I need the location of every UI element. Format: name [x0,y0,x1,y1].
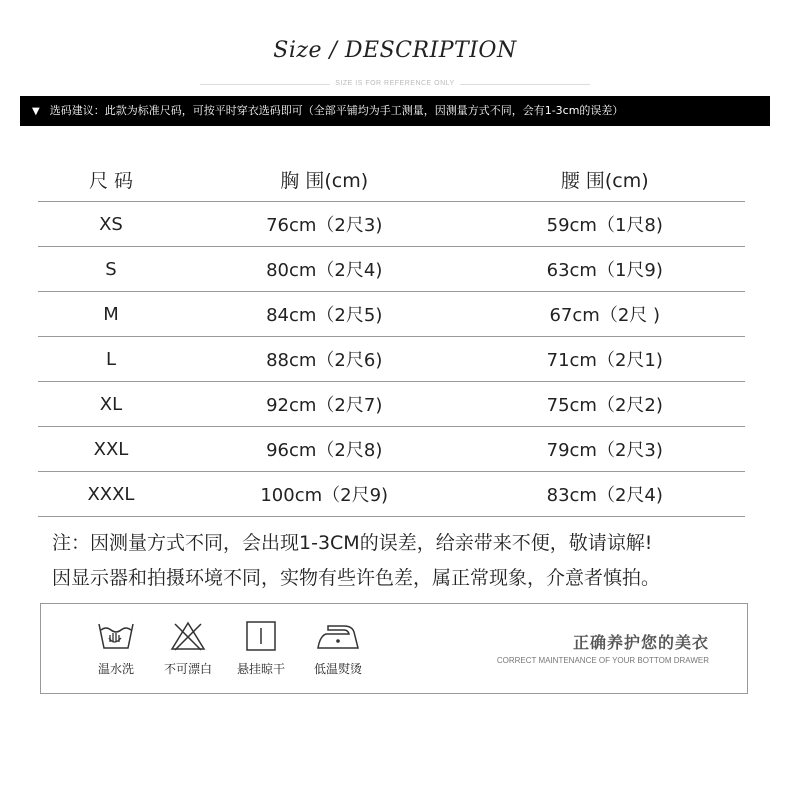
low-iron-icon [314,620,362,652]
divider [460,84,590,85]
chest-cell: 96cm（2尺8) [184,427,465,472]
measurement-note: 注：因测量方式不同，会出现1-3CM的误差，给亲带来不便，敬请谅解! [52,532,653,554]
care-label: 不可漂白 [163,662,212,676]
size-cell: XXL [38,427,184,472]
size-column-header: 尺 码 [38,157,184,202]
size-cell: M [38,292,184,337]
color-difference-note: 因显示器和拍摄环境不同，实物有些许色差，属正常现象，介意者慎拍。 [52,567,661,589]
care-item-no-bleach [148,620,228,677]
waist-cell: 67cm（2尺 ) [465,292,745,337]
hang-dry-icon [240,620,282,652]
chest-column-header: 胸 围(cm) [184,157,465,202]
chest-cell: 92cm（2尺7) [184,382,465,427]
size-cell: XL [38,382,184,427]
waist-cell: 63cm（1尺9) [465,247,745,292]
size-cell: L [38,337,184,382]
page-subtitle: SIZE IS FOR REFERENCE ONLY [335,80,455,87]
size-advice-banner [20,96,770,126]
no-bleach-icon [167,620,209,652]
table-row [38,292,745,337]
table-row [38,202,745,247]
table-row [38,382,745,427]
size-cell: XXXL [38,472,184,517]
chest-cell: 76cm（2尺3) [184,202,465,247]
care-title: 正确养护您的美衣 [572,633,709,652]
triangle-down-icon: ▼ [32,106,40,117]
waist-cell: 79cm（2尺3) [465,427,745,472]
table-row [38,247,745,292]
table-row [38,472,745,517]
waist-column-header: 腰 围(cm) [465,157,745,202]
care-item-low-iron [298,620,378,677]
size-cell: XS [38,202,184,247]
care-instructions-panel [40,603,748,694]
care-subtitle: CORRECT MAINTENANCE OF YOUR BOTTOM DRAWER [496,656,709,665]
size-cell: S [38,247,184,292]
size-advice-text: 选码建议：此款为标准尺码，可按平时穿衣选码即可（全部平铺均为手工测量，因测量方式不同，会有1-3cm的误差） [49,104,624,117]
size-table [38,157,745,517]
waist-cell: 83cm（2尺4) [465,472,745,517]
waist-cell: 71cm（2尺1) [465,337,745,382]
waist-cell: 75cm（2尺2) [465,382,745,427]
page-title: Size / DESCRIPTION [273,38,517,63]
care-label: 温水洗 [97,662,134,676]
care-item-hang-dry [221,620,301,677]
chest-cell: 88cm（2尺6) [184,337,465,382]
care-item-warm-wash [76,620,156,677]
chest-cell: 100cm（2尺9) [184,472,465,517]
care-label: 低温熨烫 [313,662,362,676]
waist-cell: 59cm（1尺8) [465,202,745,247]
care-label: 悬挂晾干 [236,662,285,676]
table-row [38,337,745,382]
chest-cell: 84cm（2尺5) [184,292,465,337]
table-row [38,427,745,472]
table-header-row [38,157,745,202]
warm-wash-icon [95,620,137,652]
chest-cell: 80cm（2尺4) [184,247,465,292]
